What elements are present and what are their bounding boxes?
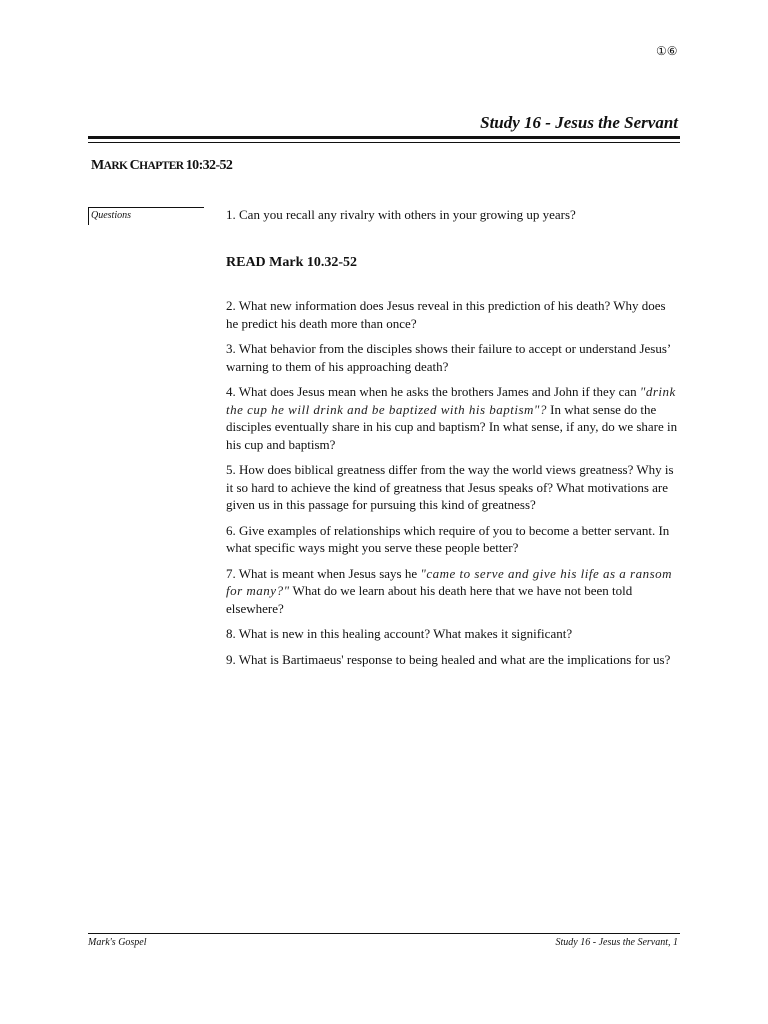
question-7-text-b: What do we learn about his death here that we have not been told elsewhere? (226, 583, 633, 616)
footer-left: Mark's Gospel (88, 937, 147, 948)
chapter-heading-hapter: HAPTER (139, 160, 186, 172)
question-6: 6. Give examples of relationships which require of you to become a better servant. In what specific ways might you serve these people better? (226, 522, 670, 555)
study-title: Study 16 - Jesus the Servant (480, 113, 678, 132)
chapter-heading-reference: 10:32-52 (185, 158, 233, 173)
question-4-text-b: In what sense do the disciples eventually share in his cup and baptism? In what sense, if any, do we share in his cup and baptism? (226, 401, 678, 452)
question-4 (226, 383, 681, 453)
question-9: 9. What is Bartimaeus' response to being healed and what are the implications for us? (226, 651, 671, 667)
question-7 (226, 565, 681, 618)
question-4-text-a: 4. What does Jesus mean when he asks the brothers James and John if they can (226, 384, 640, 399)
question-7-text-a: 7. What is meant when Jesus says he (226, 565, 421, 581)
sidebar-label-questions: Questions (91, 210, 131, 221)
question-5: 5. How does biblical greatness differ from the way the world views greatness? Why is it so hard to achieve the kind of greatness that Jesus speaks of? What motivations are given us in this passage for pursuing this kind of greatness? (226, 462, 674, 512)
question-4-quote: "drink the cup he will drink and be baptized with his baptism"? (226, 384, 676, 417)
read-heading: READ Mark 10.32-52 (226, 254, 358, 270)
chapter-heading-initial-m: M (91, 158, 104, 173)
question-1: 1. Can you recall any rivalry with others in your growing up years? (226, 207, 576, 222)
header-rule-thin (88, 142, 680, 143)
chapter-heading-initial-c: C (129, 158, 140, 173)
footer-rule (88, 933, 680, 934)
question-2: 2. What new information does Jesus reveal in this prediction of his death? Why does he predict his death more than once? (226, 298, 666, 331)
page-corner-mark: ①⑥ (656, 44, 678, 58)
sidebar-vertical-rule (88, 207, 89, 225)
chapter-heading-ark: ARK (103, 160, 130, 172)
questions-body (226, 206, 681, 676)
question-7-quote: "came to serve and give his life as a ransom for many?" (226, 565, 673, 598)
chapter-heading (91, 157, 232, 174)
sidebar-rule (88, 207, 204, 208)
question-3: 3. What behavior from the disciples shows their failure to accept or understand Jesus’ warning to them of his approaching death? (226, 341, 671, 374)
footer-right: Study 16 - Jesus the Servant, 1 (555, 937, 678, 948)
question-8: 8. What is new in this healing account? What makes it significant? (226, 626, 573, 641)
header-rule-thick (88, 136, 680, 139)
